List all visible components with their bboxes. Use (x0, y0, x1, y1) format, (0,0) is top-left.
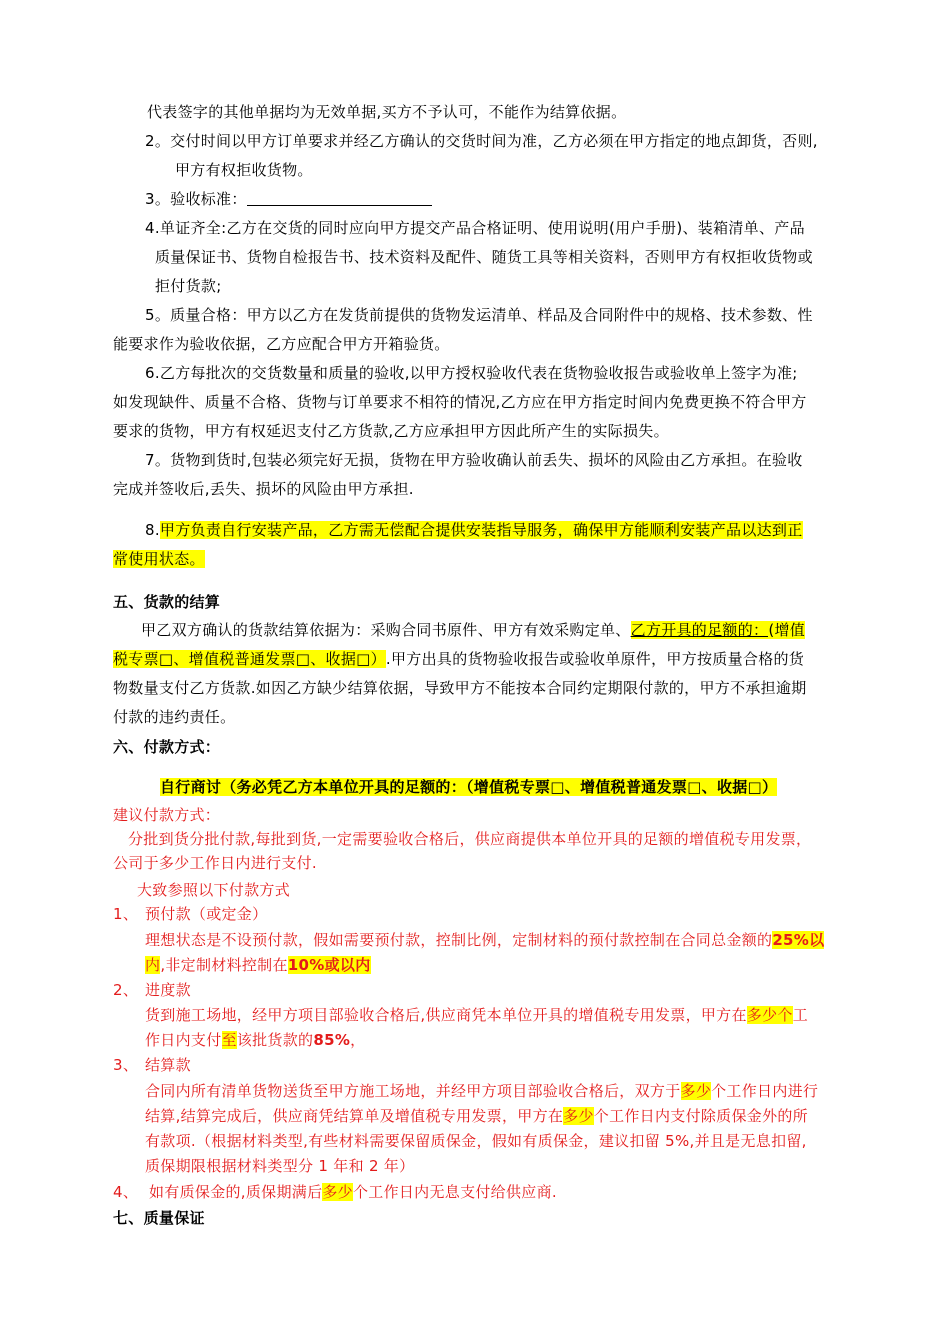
item-1-text: 理想状态是不设预付款，假如需要预付款，控制比例，定制材料的预付款控制在合同总金额的 (145, 931, 773, 949)
item-3-text-3: 结算,结算完成后，供应商凭结算单及增值税专用发票，甲方在 (145, 1107, 564, 1125)
payment-item-3-line-4: 质保期限根据材料类型分 1 年和 2 年） (145, 1157, 415, 1175)
item-3-text-2: 个工作日内进行 (711, 1082, 819, 1100)
payment-item-2-line-1 (145, 1004, 808, 1026)
suggested-payment-label: 建议付款方式： (113, 806, 221, 824)
section-5-para-line-2 (113, 648, 804, 670)
item-1-highlight-cont: 内 (145, 956, 161, 974)
section-6-center-highlight: 自行商讨（务必凭乙方本单位开具的足额的：（增值税专票□、增值税普通发票□、收据□） (160, 778, 778, 796)
acceptance-standard-blank (247, 189, 432, 206)
payment-item-4-line (149, 1181, 557, 1203)
item-3-text: 合同内所有清单货物送货至甲方施工场地，并经甲方项目部验收合格后，双方于 (145, 1082, 681, 1100)
item-4-highlight: 多少 (322, 1183, 353, 1201)
clause-4-item-5-cont: 能要求作为验收依据，乙方应配合甲方开箱验货。 (113, 335, 450, 353)
item-1-highlight: 25%以 (772, 931, 825, 949)
section-5-para-line-1 (141, 619, 805, 641)
payment-item-3-title: 结算款 (145, 1056, 191, 1074)
item-1-text-cont: ,非定制材料控制在 (160, 956, 288, 974)
clause-4-item-4: 4.单证齐全:乙方在交货的同时应向甲方提交产品合格证明、使用说明(用户手册)、装箱清单、产品 (145, 219, 805, 237)
payment-item-2-line-2 (145, 1029, 365, 1051)
payment-item-3-line-2 (145, 1105, 808, 1127)
clause-4-item-2: 2。交付时间以甲方订单要求并经乙方确认的交货时间为准，乙方必须在甲方指定的地点卸货，否则, (145, 132, 818, 150)
payment-para-line-2: 公司于多少工作日内进行支付. (113, 854, 317, 872)
item-2-highlight: 多少个 (746, 1006, 793, 1024)
payment-item-1-line-1 (145, 929, 824, 951)
clause-4-item-7: 7。货物到货时,包装必须完好无损，货物在甲方验收确认前丢失、损坏的风险由乙方承担。在验收 (145, 451, 803, 469)
section-5-para-line-3: 物数量支付乙方货款.如因乙方缺少结算依据，导致甲方不能按本合同约定期限付款的，甲方不承担逾期 (113, 679, 807, 697)
payment-item-2-title: 进度款 (145, 981, 191, 999)
section-5-heading: 五、货款的结算 (113, 593, 221, 611)
clause-4-item-4-cont-2: 拒付货款; (155, 277, 222, 295)
clause-4-item-6-cont-2: 要求的货物，甲方有权延迟支付乙方货款,乙方应承担甲方因此所产生的实际损失。 (113, 422, 669, 440)
item-2-comma: ， (350, 1031, 366, 1049)
acceptance-standard-label: 3。验收标准： (145, 190, 247, 208)
item-4-text: 如有质保金的,质保期满后 (149, 1183, 323, 1201)
item-3-highlight: 多少 (680, 1082, 712, 1100)
clause-4-item-3 (145, 188, 432, 210)
item-8-highlight: 甲方负责自行安装产品，乙方需无偿配合提供安装指导服务，确保甲方能顺利安装产品以达到正 (159, 521, 803, 539)
clause-4-item-6: 6.乙方每批次的交货数量和质量的验收,以甲方授权验收代表在货物验收报告或验收单上签字为准; (145, 364, 798, 382)
section-6-heading: 六、付款方式： (113, 738, 221, 756)
section-5-highlight-cont: 税专票□、增值税普通发票□、收据□） (113, 650, 386, 668)
payment-item-1-title: 预付款（或定金） (145, 905, 268, 923)
payment-item-3-line-3: 有款项.（根据材料类型,有些材料需要保留质保金，假如有质保金，建议扣留 5%,并且是无息扣留, (145, 1132, 807, 1150)
section-7-heading: 七、质量保证 (113, 1209, 205, 1227)
payment-para-line-3: 大致参照以下付款方式 (137, 881, 291, 899)
payment-item-1-number: 1、 (113, 905, 139, 923)
clause-4-item-4-cont-1: 质量保证书、货物自检报告书、技术资料及配件、随货工具等相关资料，否则甲方有权拒收货物或 (155, 248, 813, 266)
payment-para-line-1: 分批到货分批付款,每批到货,一定需要验收合格后，供应商提供本单位开具的足额的增值税专用发票， (128, 830, 812, 848)
section-5-text: 甲乙双方确认的货款结算依据为：采购合同书原件、甲方有效采购定单、 (141, 621, 631, 639)
payment-item-2-number: 2、 (113, 981, 139, 999)
item-3-highlight-2: 多少 (563, 1107, 594, 1125)
item-8-highlight-cont: 常使用状态。 (113, 550, 205, 568)
item-2-text-4: 该批货款的 (236, 1031, 314, 1049)
clause-4-item-6-cont-1: 如发现缺件、质量不合格、货物与订单要求不相符的情况,乙方应在甲方指定时间内免费更换不符合甲方 (113, 393, 807, 411)
item-1-highlight-2: 10%或以内 (287, 956, 371, 974)
payment-item-1-line-2 (145, 954, 371, 976)
item-2-highlight-2: 至 (221, 1031, 237, 1049)
section-5-text-cont: .甲方出具的货物验收报告或验收单原件，甲方按质量合格的货 (385, 650, 805, 668)
item-2-text-2: 工 (792, 1006, 808, 1024)
section-5-highlight: (增值 (768, 621, 806, 639)
payment-item-3-number: 3、 (113, 1056, 139, 1074)
clause-4-item-2-cont: 甲方有权拒收货物。 (175, 161, 313, 179)
item-2-percent: 85% (313, 1031, 351, 1049)
item-2-text: 货到施工场地，经甲方项目部验收合格后,供应商凭本单位开具的增值税专用发票，甲方在 (145, 1006, 747, 1024)
clause-4-line-1: 代表签字的其他单据均为无效单据,买方不予认可，不能作为结算依据。 (147, 103, 627, 121)
payment-item-3-line-1 (145, 1080, 818, 1102)
item-2-text-3: 作日内支付 (145, 1031, 222, 1049)
clause-4-item-8 (145, 519, 803, 541)
clause-4-item-8-cont (113, 548, 205, 570)
item-8-number: 8. (145, 521, 160, 539)
clause-4-item-5: 5。质量合格：甲方以乙方在发货前提供的货物发运清单、样品及合同附件中的规格、技术参数、性 (145, 306, 813, 324)
payment-item-4-number: 4、 (113, 1183, 139, 1201)
item-3-text-4: 个工作日内支付除质保金外的所 (593, 1107, 808, 1125)
section-6-negotiate-line (160, 776, 777, 798)
section-5-para-line-4: 付款的违约责任。 (113, 708, 236, 726)
section-5-highlight-underline: 乙方开具的足额的： (630, 621, 769, 639)
item-4-text-2: 个工作日内无息支付给供应商. (352, 1183, 557, 1201)
clause-4-item-7-cont: 完成并签收后,丢失、损坏的风险由甲方承担. (113, 480, 414, 498)
